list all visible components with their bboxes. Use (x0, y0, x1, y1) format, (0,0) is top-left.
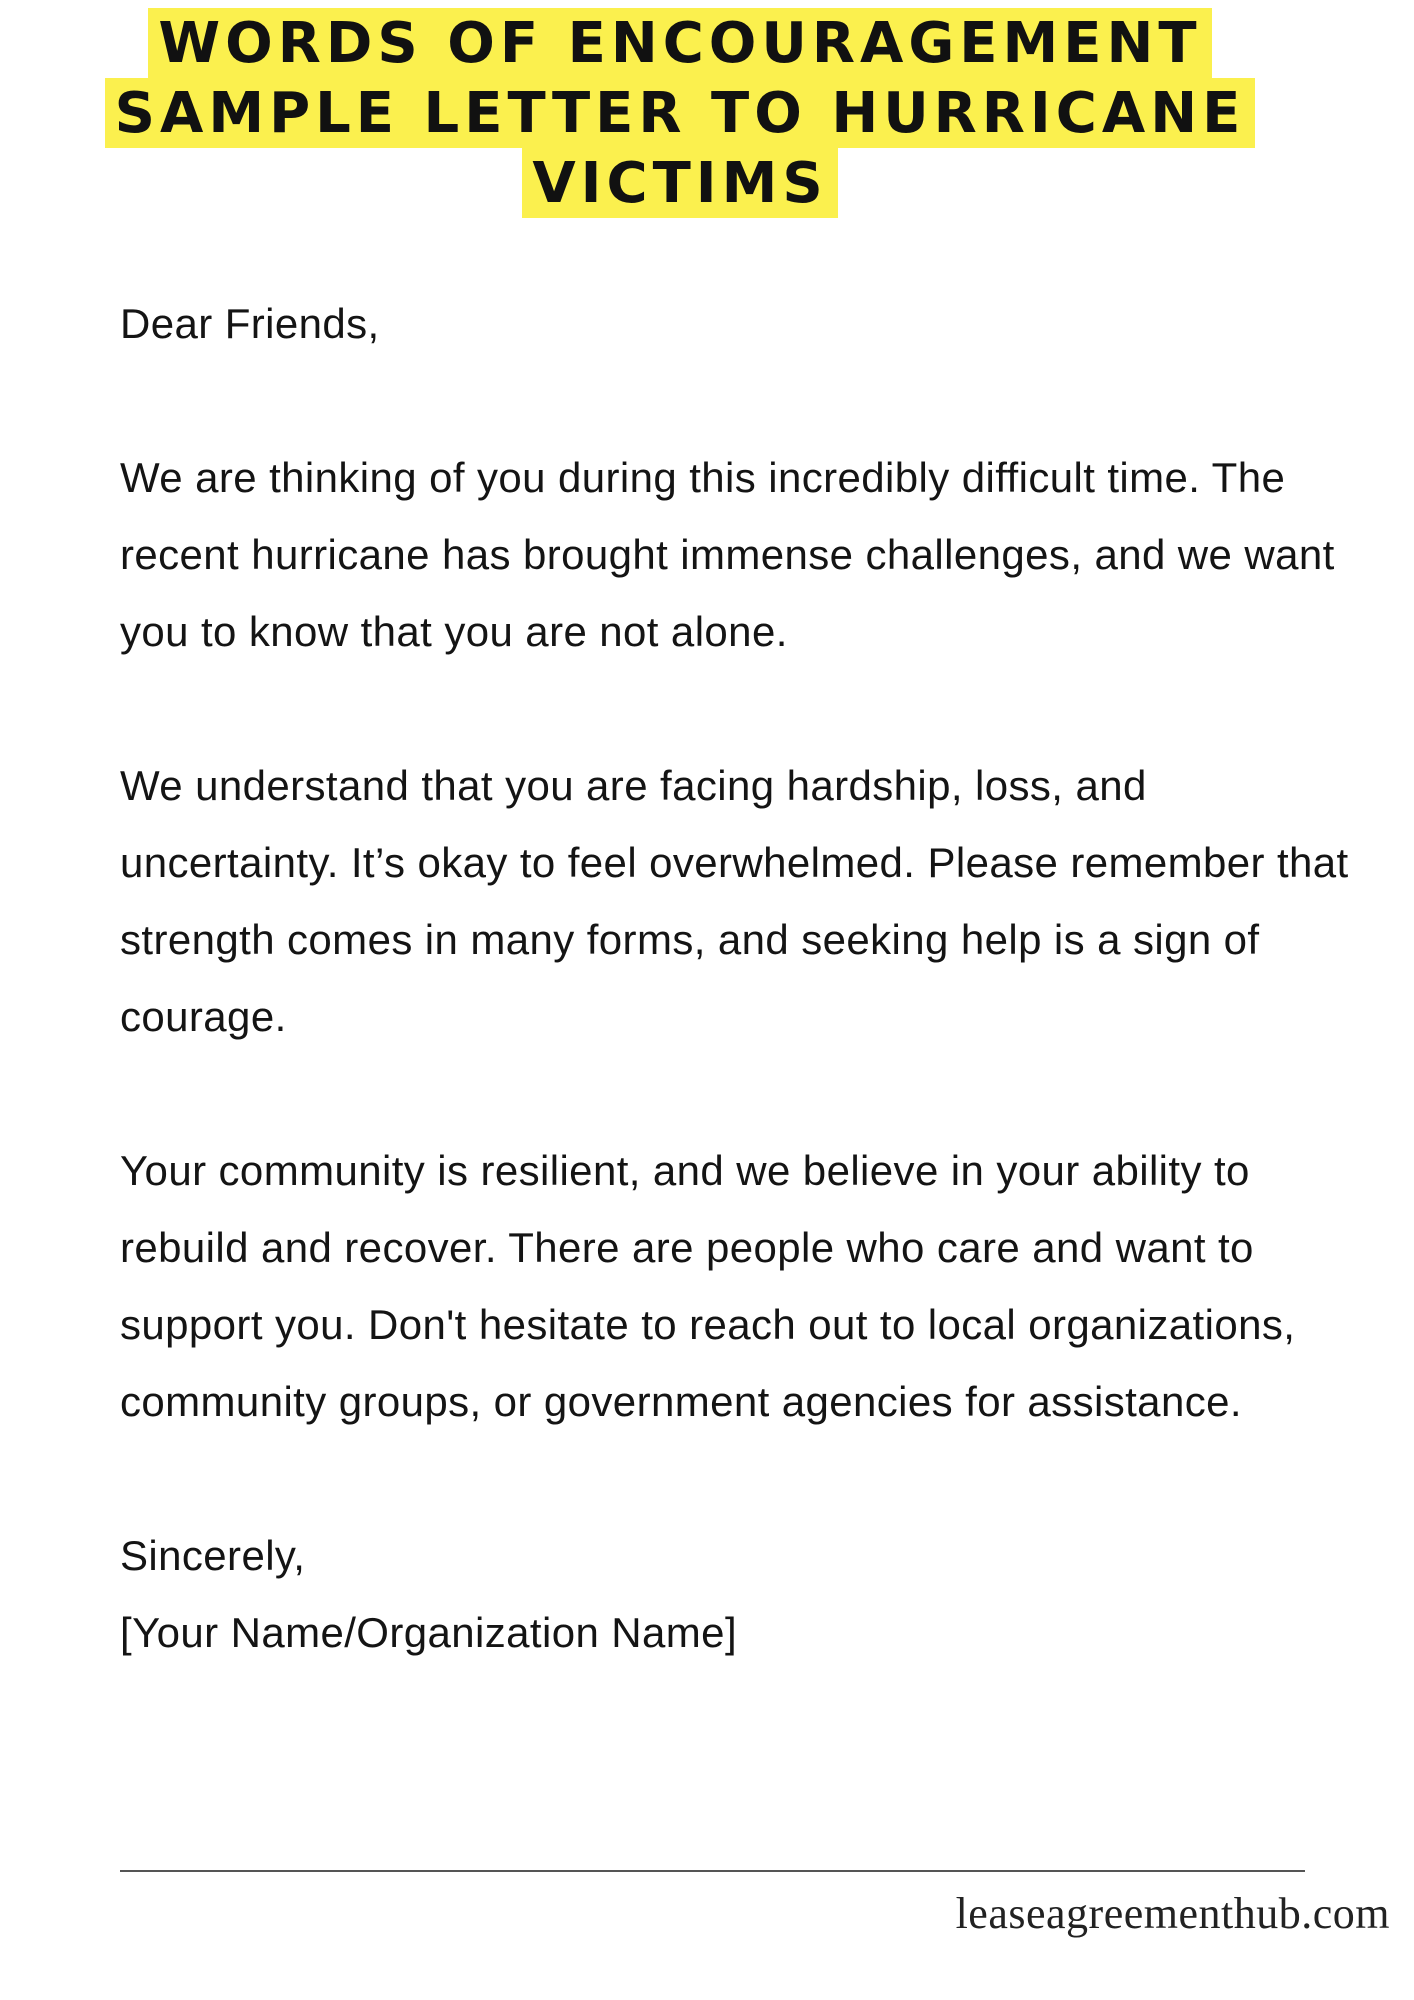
title-line-3: VICTIMS (522, 148, 837, 218)
footer-divider (120, 1870, 1305, 1872)
paragraph-3: Your community is resilient, and we believe in your ability to rebuild and recover. There are people who care and want to support you. Don't hesitate to reach out to local organizations, community groups, or government agencies for assistance. (120, 1147, 1296, 1425)
title-line-1: WORDS OF ENCOURAGEMENT (148, 8, 1211, 78)
signature: [Your Name/Organization Name] (120, 1609, 738, 1656)
page-title (60, 8, 1300, 218)
website-url: leaseagreementhub.com (955, 1889, 1390, 1938)
salutation: Dear Friends, (120, 300, 380, 347)
paragraph-2: We understand that you are facing hardship, loss, and uncertainty. It’s okay to feel overwhelmed. Please remember that strength comes in many forms, and seeking help is a sign of courage. (120, 762, 1349, 1040)
letter-body (120, 285, 1350, 1671)
closing-block (120, 1517, 1350, 1671)
closing: Sincerely, (120, 1532, 306, 1579)
paragraph-1: We are thinking of you during this incredibly difficult time. The recent hurricane has brought immense challenges, and we want you to know that you are not alone. (120, 454, 1335, 655)
title-line-2: SAMPLE LETTER TO HURRICANE (105, 78, 1256, 148)
